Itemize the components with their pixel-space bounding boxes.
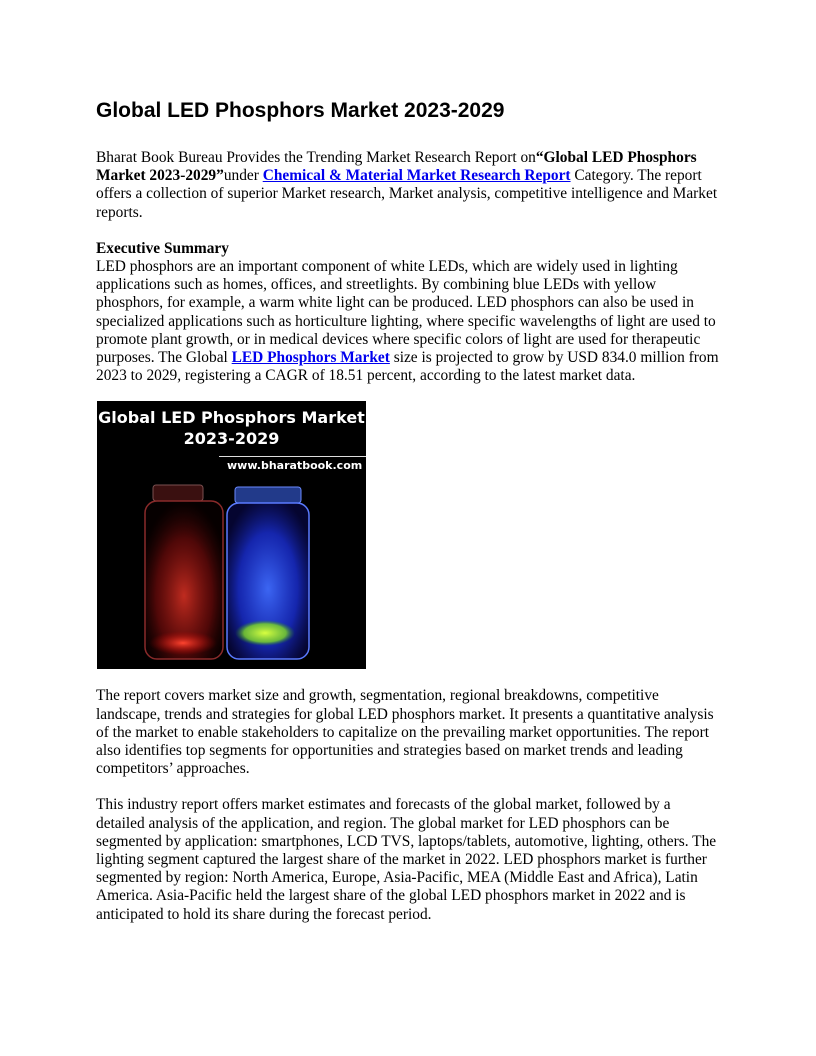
intro-tail: Category. The report offers a collection of superior Market research, Market analysis, competitive intelligence and Market reports. (96, 167, 718, 221)
intro-text: Bharat Book Bureau Provides the Trending Market Research Report on (96, 149, 536, 166)
report-cover-image (97, 401, 366, 669)
led-phosphors-market-link[interactable]: LED Phosphors Market (231, 349, 390, 367)
summary-tail: size is projected to grow by USD 834.0 million from 2023 to 2029, registering a CAGR of 18.51 percent, according to the latest market data. (96, 349, 719, 385)
cover-title (97, 407, 366, 449)
report-title-bold: “Global LED Phosphors Market 2023-2029” (96, 149, 697, 185)
page-title: Global LED Phosphors Market 2023-2029 (96, 99, 505, 122)
chemical-material-report-link[interactable]: Chemical & Material Market Research Report (262, 167, 571, 185)
intro-under: under (223, 167, 263, 185)
summary-text: LED phosphors are an important component of white LEDs, which are widely used in lighting applications such as homes, offices, and streetlights. By combining blue LEDs with yellow phosphors, for example, a warm white light can be produced. LED phosphors can also be used in specialized applications such as horticulture lighting, where specific wavelengths of light are used to promote plant growth, or in medical devices where specific colors of light are used for therapeutic purposes. The Global (96, 258, 716, 367)
executive-summary-paragraph (96, 240, 720, 386)
cover-website: www.bharatbook.com (227, 459, 363, 473)
document-page (96, 96, 720, 924)
cover-divider (219, 456, 366, 457)
market-coverage-paragraph: The report covers market size and growth, segmentation, regional breakdowns, competitive landscape, trends and strategies for global LED phosphors market. It presents a quantitative analysis of the market to enable stakeholders to capitalize on the prevailing market opportunities. The report also identifies top segments for opportunities and strategies based on market trends and leading competitors’ approaches. (96, 687, 714, 778)
cover-title-line1: Global LED Phosphors Market (98, 408, 365, 428)
cover-title-line2: 2023-2029 (183, 429, 280, 449)
intro-paragraph (96, 149, 720, 222)
executive-summary-heading: Executive Summary (96, 239, 229, 257)
market-segmentation-paragraph: This industry report offers market estimates and forecasts of the global market, followed by a detailed analysis of the application, and region. The global market for LED phosphors can be segmented by application: smartphones, LCD TVS, laptops/tablets, automotive, lighting, others. The lighting segment captured the largest share of the market in 2022. LED phosphors market is further segmented by region: North America, Europe, Asia-Pacific, MEA (Middle East and Africa), Latin America. Asia-Pacific held the largest share of the global LED phosphors market in 2022 and is anticipated to hold its share during the forecast period. (96, 796, 717, 923)
